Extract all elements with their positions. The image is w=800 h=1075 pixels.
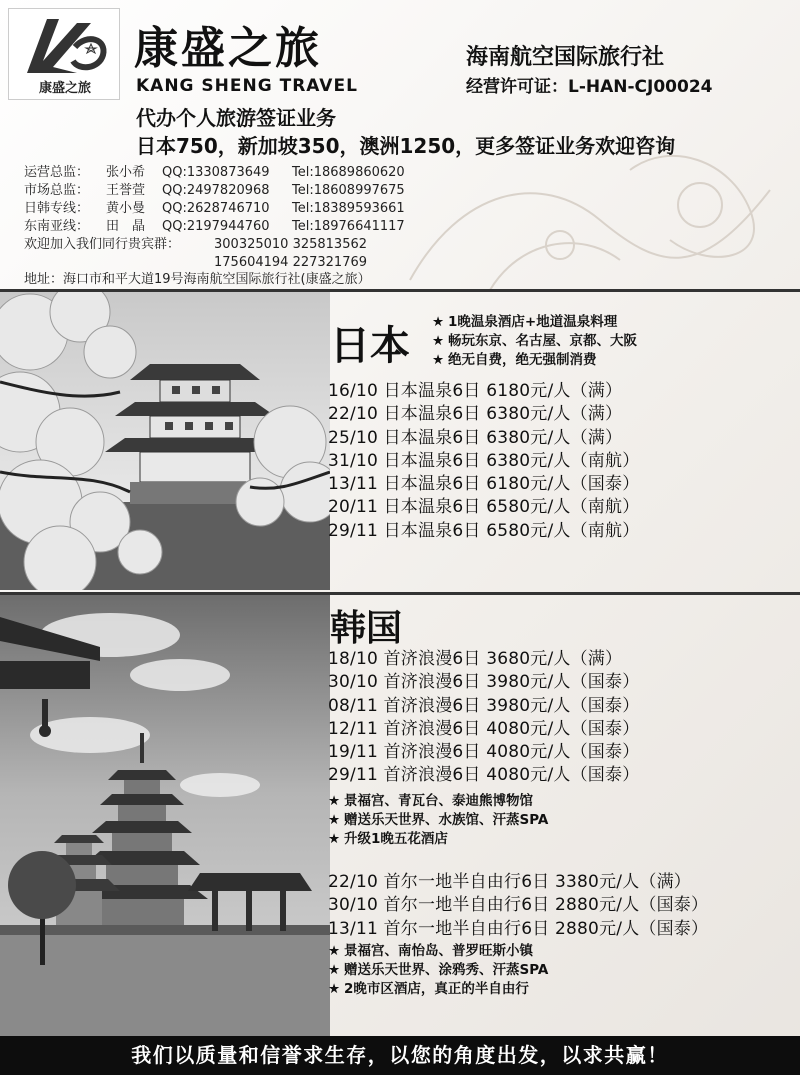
star-icon: ★: [432, 333, 445, 349]
star-icon: ★: [328, 981, 341, 997]
logo: [8, 8, 120, 100]
korea-photo: [0, 595, 330, 1036]
contact-row: [24, 218, 442, 236]
visa-service-title: 代办个人旅游签证业务: [136, 106, 336, 130]
star-icon: ★: [432, 352, 445, 368]
highlight-item: ★ 1晚温泉酒店+地道温泉料理: [432, 314, 618, 330]
star-icon: ★: [328, 943, 341, 959]
contact-tel: Tel:18389593661: [292, 201, 405, 216]
contact-role: 东南亚线：: [24, 219, 90, 234]
tour-item: 20/11 日本温泉6日 6580元/人（南航）: [328, 497, 640, 518]
japan-highlights: [432, 313, 637, 370]
visa-prices: 日本750，新加坡350，澳洲1250，更多签证业务欢迎咨询: [136, 134, 676, 158]
contact-name: 黄小曼: [106, 201, 146, 216]
contact-list: [24, 164, 442, 272]
japan-photo: [0, 292, 330, 590]
tour-item: 18/10 首济浪漫6日 3680元/人（满）: [328, 649, 623, 669]
contact-tel: Tel:18689860620: [292, 165, 405, 180]
tour-item: 30/10 首尔一地半自由行6日 2880元/人（国泰）: [328, 895, 709, 916]
tour-item: 22/10 日本温泉6日 6380元/人（满）: [328, 404, 623, 425]
tour-item: 29/11 日本温泉6日 6580元/人（南航）: [328, 520, 640, 541]
contact-name: 田 晶: [106, 219, 146, 234]
brand-name-en: KANG SHENG TRAVEL: [136, 76, 358, 96]
korea-pagoda-image: [0, 595, 330, 1036]
tour-item: 22/10 首尔一地半自由行6日 3380元/人（满）: [328, 872, 692, 892]
vip-groups-line1: 300325010 325813562: [214, 237, 368, 252]
star-icon: ★: [328, 831, 341, 847]
highlight-item: ★ 绝无自费，绝无强制消费: [432, 352, 597, 368]
star-icon: ★: [328, 793, 341, 809]
contact-qq: QQ:2497820968: [162, 183, 270, 198]
license-number: 经营许可证：L-HAN-CJ00024: [466, 77, 713, 97]
japan-castle-image: [0, 292, 330, 590]
tour-item: 25/10 日本温泉6日 6380元/人（满）: [328, 427, 623, 448]
highlight-item: ★ 2晚市区酒店，真正的半自由行: [328, 981, 529, 997]
star-icon: ★: [328, 812, 341, 828]
korea-tour-list-jeju: [328, 648, 639, 788]
contact-qq: QQ:1330873649: [162, 165, 270, 180]
logo-text: 康盛之旅: [38, 81, 91, 96]
korea-tour-list-seoul: [328, 871, 708, 941]
contact-row: [24, 200, 442, 218]
tour-item: 13/11 日本温泉6日 6180元/人（国泰）: [328, 474, 640, 495]
footer-slogan: 我们以质量和信誉求生存，以您的角度出发，以求共赢！: [131, 1043, 669, 1067]
tour-item: 16/10 日本温泉6日 6180元/人（满）: [328, 381, 623, 401]
japan-tour-list: [328, 380, 639, 543]
vip-groups-label: 欢迎加入我们同行贵宾群：: [24, 237, 181, 252]
address: 地址：海口市和平大道19号海南航空国际旅行社(康盛之旅）: [24, 272, 371, 287]
contact-tel: Tel:18976641117: [292, 219, 405, 234]
tour-item: 30/10 首济浪漫6日 3980元/人（国泰）: [328, 672, 640, 693]
tour-item: 29/11 首济浪漫6日 4080元/人（国泰）: [328, 765, 640, 786]
contact-role: 市场总监：: [24, 183, 90, 198]
korea-highlights-jeju: [328, 792, 548, 849]
tour-item: 13/11 首尔一地半自由行6日 2880元/人（国泰）: [328, 918, 709, 939]
contact-row: [24, 164, 442, 182]
star-icon: ★: [328, 962, 341, 978]
korea-highlights-seoul: [328, 942, 548, 999]
tour-item: 19/11 首济浪漫6日 4080元/人（国泰）: [328, 742, 640, 763]
contact-qq: QQ:2197944760: [162, 219, 270, 234]
contact-qq: QQ:2628746710: [162, 201, 270, 216]
contact-role: 运营总监：: [24, 165, 90, 180]
highlight-item: ★ 赠送乐天世界、水族馆、汗蒸SPA: [328, 812, 549, 828]
highlight-item: ★ 景福宫、南怡岛、普罗旺斯小镇: [328, 943, 533, 959]
kangsheng-logo-icon: [17, 13, 113, 79]
star-icon: ★: [432, 314, 445, 330]
tour-item: 31/10 日本温泉6日 6380元/人（南航）: [328, 450, 640, 471]
contact-role: 日韩专线：: [24, 201, 90, 216]
flyer-header: [0, 0, 800, 290]
contact-row: [24, 182, 442, 200]
tour-item: 12/11 首济浪漫6日 4080元/人（国泰）: [328, 718, 640, 739]
contact-tel: Tel:18608997675: [292, 183, 405, 198]
contact-name: 张小希: [106, 165, 146, 180]
korea-title: 韩国: [330, 607, 403, 649]
highlight-item: ★ 赠送乐天世界、涂鸦秀、汗蒸SPA: [328, 962, 549, 978]
agency-name: 海南航空国际旅行社: [466, 45, 665, 70]
vip-groups: [24, 236, 442, 254]
tour-item: 08/11 首济浪漫6日 3980元/人（国泰）: [328, 695, 640, 716]
highlight-item: ★ 升级1晚五花酒店: [328, 831, 448, 847]
footer-banner: [0, 1036, 800, 1075]
japan-title: 日本: [330, 322, 410, 369]
highlight-item: ★ 畅玩东京、名古屋、京都、大阪: [432, 333, 637, 349]
contact-name: 王誉萱: [106, 183, 146, 198]
brand-name-cn: 康盛之旅: [134, 23, 322, 74]
vip-groups-line2: 175604194 227321769: [214, 255, 368, 270]
highlight-item: ★ 景福宫、青瓦台、泰迪熊博物馆: [328, 793, 533, 809]
